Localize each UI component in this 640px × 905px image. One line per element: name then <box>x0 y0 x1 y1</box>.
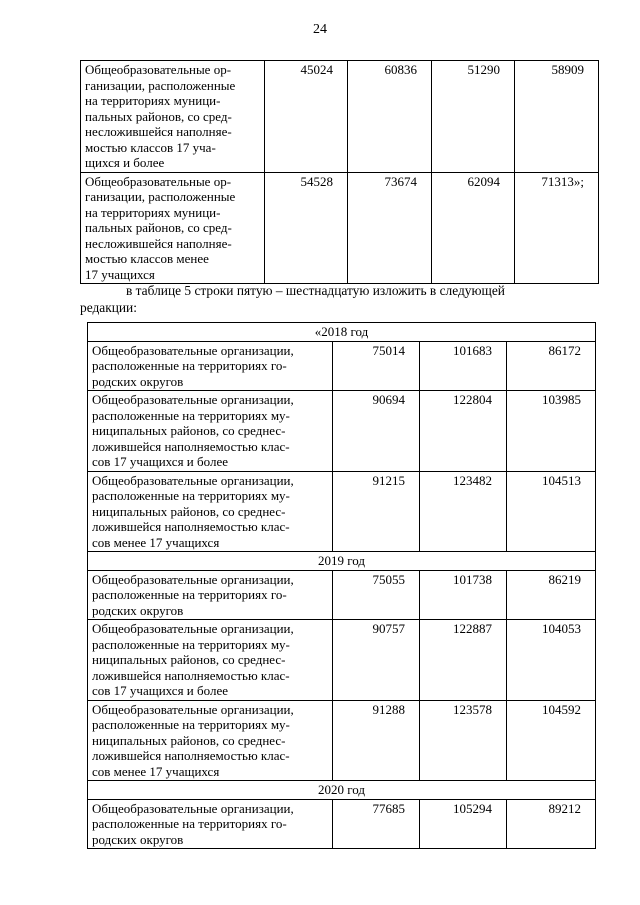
description-line: щихся и более <box>85 155 165 170</box>
year-header: «2018 год <box>88 323 596 342</box>
table-row <box>88 799 596 849</box>
description-line: ганизации, расположенные <box>85 77 236 93</box>
description-line: на территориях муници- <box>85 204 221 220</box>
row-description <box>81 61 265 173</box>
value-cell: 51290 <box>432 61 515 173</box>
description-line: ложившейся наполняемостью клас- <box>92 748 290 763</box>
value-cell: 104053 <box>507 620 596 701</box>
description-line: Общеобразовательные организации, <box>92 701 294 717</box>
amendment-paragraph <box>80 282 598 316</box>
value-cell: 103985 <box>507 391 596 472</box>
value-cell: 54528 <box>265 172 348 284</box>
description-line: Общеобразовательные организации, <box>92 621 294 636</box>
description-line: мостью классов менее <box>85 251 209 266</box>
value-cell: 122887 <box>420 620 507 701</box>
value-cell: 104513 <box>507 471 596 552</box>
row-description <box>88 620 333 701</box>
description-line: сов 17 учащихся и более <box>92 683 228 698</box>
value-cell: 75014 <box>333 341 420 391</box>
continuation-table <box>80 60 599 284</box>
table-row <box>88 471 596 552</box>
description-line: несложившейся наполняе- <box>85 235 232 251</box>
description-line: расположенные на территориях го- <box>92 587 287 602</box>
description-line: сов 17 учащихся и более <box>92 454 228 469</box>
table-row <box>88 570 596 620</box>
description-line: Общеобразовательные ор- <box>85 62 232 77</box>
table-row <box>88 700 596 781</box>
value-cell: 60836 <box>348 61 432 173</box>
row-description <box>88 570 333 620</box>
description-line: пальных районов, со сред- <box>85 220 232 235</box>
description-line: Общеобразовательные организации, <box>92 571 294 587</box>
value-cell: 101683 <box>420 341 507 391</box>
value-cell: 91215 <box>333 471 420 552</box>
value-cell: 91288 <box>333 700 420 781</box>
description-line: Общеобразовательные организации, <box>92 342 294 358</box>
description-line: Общеобразовательные организации, <box>92 472 294 488</box>
value-cell: 58909 <box>515 61 599 173</box>
description-line: ложившейся наполняемостью клас- <box>92 667 290 683</box>
description-line: расположенные на территориях му- <box>92 717 290 732</box>
description-line: Общеобразовательные организации, <box>92 392 294 407</box>
value-cell: 86219 <box>507 570 596 620</box>
intro-line-2: редакции: <box>80 300 137 315</box>
value-cell: 45024 <box>265 61 348 173</box>
description-line: ниципальных районов, со среднес- <box>92 423 286 438</box>
description-line: расположенные на территориях му- <box>92 407 290 423</box>
description-line: ниципальных районов, со среднес- <box>92 503 286 519</box>
description-line: несложившейся наполняе- <box>85 124 232 139</box>
description-line: родских округов <box>92 831 184 847</box>
value-cell: 73674 <box>348 172 432 284</box>
row-description <box>88 391 333 472</box>
table-row <box>88 620 596 701</box>
value-cell: 71313»; <box>515 172 599 284</box>
row-description <box>88 700 333 781</box>
year-header-row <box>88 323 596 342</box>
value-cell: 75055 <box>333 570 420 620</box>
description-line: ниципальных районов, со среднес- <box>92 732 286 748</box>
description-line: сов менее 17 учащихся <box>92 763 220 779</box>
year-header-row <box>88 552 596 571</box>
value-cell: 123578 <box>420 700 507 781</box>
description-line: родских округов <box>92 602 184 618</box>
value-cell: 86172 <box>507 341 596 391</box>
value-cell: 101738 <box>420 570 507 620</box>
row-description <box>88 799 333 849</box>
row-description <box>88 341 333 391</box>
intro-line-1: в таблице 5 строки пятую – шестнадцатую изложить в следующей <box>126 283 505 298</box>
table-5-revision <box>87 322 596 849</box>
value-cell: 90757 <box>333 620 420 701</box>
table-row <box>88 391 596 472</box>
value-cell: 62094 <box>432 172 515 284</box>
description-line: на территориях муници- <box>85 93 221 108</box>
description-line: расположенные на территориях го- <box>92 358 287 373</box>
description-line: Общеобразовательные ор- <box>85 173 232 189</box>
description-line: ложившейся наполняемостью клас- <box>92 519 290 534</box>
description-line: расположенные на территориях му- <box>92 636 290 652</box>
description-line: расположенные на территориях го- <box>92 816 287 831</box>
description-line: ганизации, расположенные <box>85 189 236 204</box>
value-cell: 104592 <box>507 700 596 781</box>
value-cell: 122804 <box>420 391 507 472</box>
value-cell: 105294 <box>420 799 507 849</box>
description-line: пальных районов, со сред- <box>85 108 232 124</box>
page-number: 24 <box>313 22 327 37</box>
description-line: расположенные на территориях му- <box>92 488 290 503</box>
table-row <box>88 341 596 391</box>
value-cell: 90694 <box>333 391 420 472</box>
value-cell: 123482 <box>420 471 507 552</box>
table-row <box>81 61 599 173</box>
year-header: 2019 год <box>88 552 596 571</box>
description-line: сов менее 17 учащихся <box>92 534 220 550</box>
year-header-row <box>88 781 596 800</box>
table-row <box>81 172 599 284</box>
description-line: родских округов <box>92 373 184 389</box>
value-cell: 89212 <box>507 799 596 849</box>
description-line: 17 учащихся <box>85 266 155 282</box>
description-line: ложившейся наполняемостью клас- <box>92 438 290 454</box>
row-description <box>88 471 333 552</box>
row-description <box>81 172 265 284</box>
value-cell: 77685 <box>333 799 420 849</box>
year-header: 2020 год <box>88 781 596 800</box>
description-line: Общеобразовательные организации, <box>92 800 294 816</box>
description-line: ниципальных районов, со среднес- <box>92 652 286 667</box>
description-line: мостью классов 17 уча- <box>85 139 216 155</box>
